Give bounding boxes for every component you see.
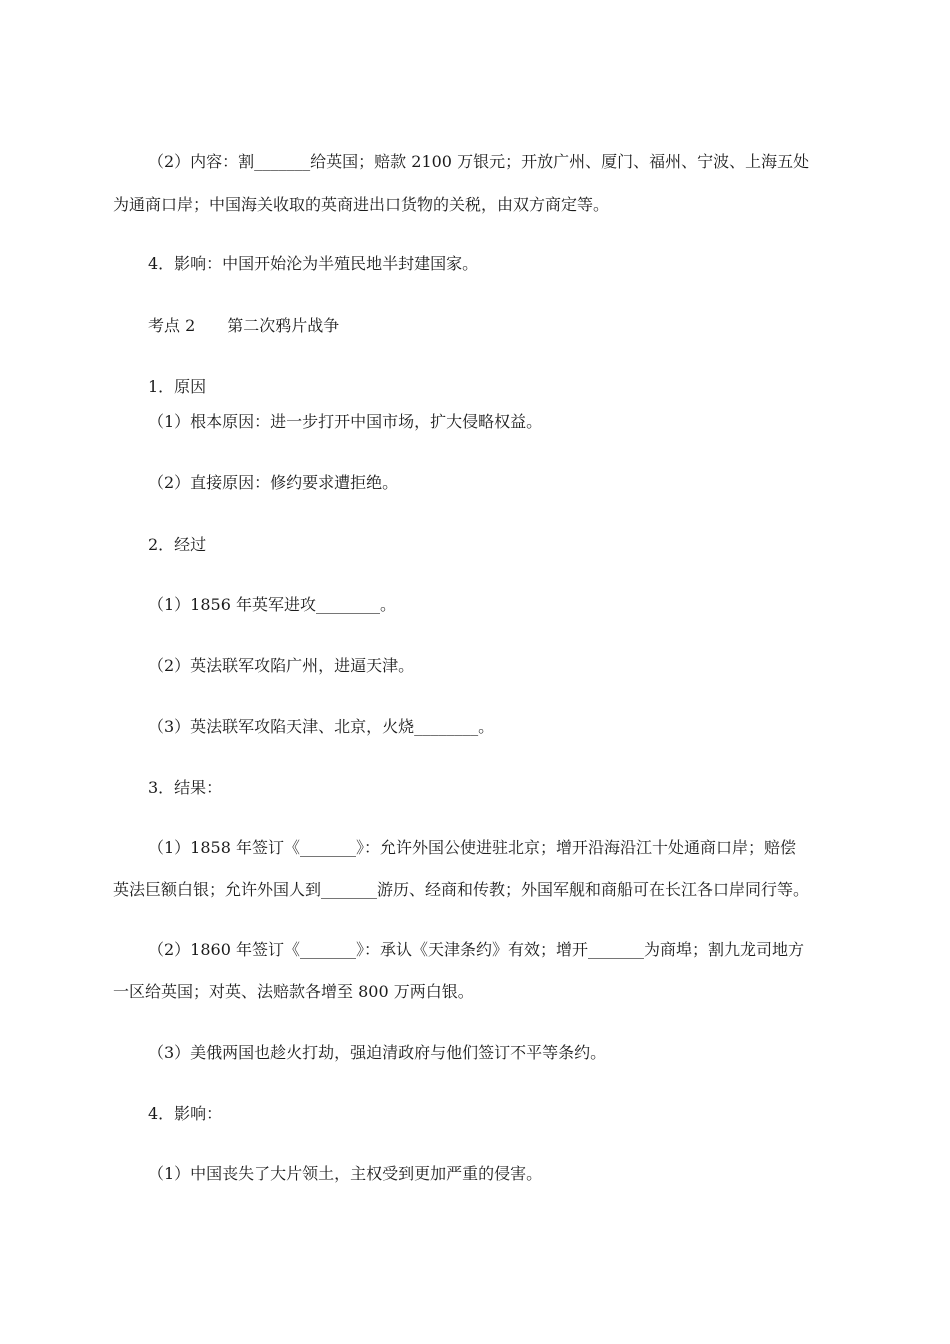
text-line-impact-heading: 4．影响： <box>148 1104 223 1123</box>
text-line-result-heading: 3．结果： <box>148 778 223 797</box>
text-line-direct-cause: （2）直接原因：修约要求遭拒绝。 <box>148 473 399 492</box>
text-line-causes-heading: 1．原因 <box>148 377 207 396</box>
text-line-result-3: （3）美俄两国也趁火打劫，强迫清政府与他们签订不平等条约。 <box>148 1043 607 1062</box>
text-line-process-1: （1）1856 年英军进攻________。 <box>148 595 396 614</box>
text-line-result-2: （2）1860 年签订《_______》：承认《天津条约》有效；增开_______为商埠；割九龙司地方 <box>148 940 804 959</box>
text-line-process-2: （2）英法联军攻陷广州，进逼天津。 <box>148 656 415 675</box>
text-line-process-3: （3）英法联军攻陷天津、北京，火烧________。 <box>148 717 495 736</box>
section-heading-kaodian-2: 考点 2 第二次鸦片战争 <box>148 316 340 335</box>
text-line-impact-1: 4．影响：中国开始沦为半殖民地半封建国家。 <box>148 254 479 273</box>
text-line-content-treaty: （2）内容：割_______给英国；赔款 2100 万银元；开放广州、厦门、福州、宁波、上海五处 <box>148 152 810 171</box>
text-line-process-heading: 2．经过 <box>148 535 207 554</box>
text-line-content-treaty-cont: 为通商口岸；中国海关收取的英商进出口货物的关税，由双方商定等。 <box>113 195 610 214</box>
text-line-result-2-cont: 一区给英国；对英、法赔款各增至 800 万两白银。 <box>113 982 474 1001</box>
text-line-result-1-cont: 英法巨额白银；允许外国人到_______游历、经商和传教；外国军舰和商船可在长江各口岸同行等。 <box>113 880 810 899</box>
text-line-result-1: （1）1858 年签订《_______》：允许外国公使进驻北京；增开沿海沿江十处通商口岸；赔偿 <box>148 838 796 857</box>
text-line-root-cause: （1）根本原因：进一步打开中国市场，扩大侵略权益。 <box>148 412 543 431</box>
text-line-impact-2-1: （1）中国丧失了大片领土，主权受到更加严重的侵害。 <box>148 1164 543 1183</box>
